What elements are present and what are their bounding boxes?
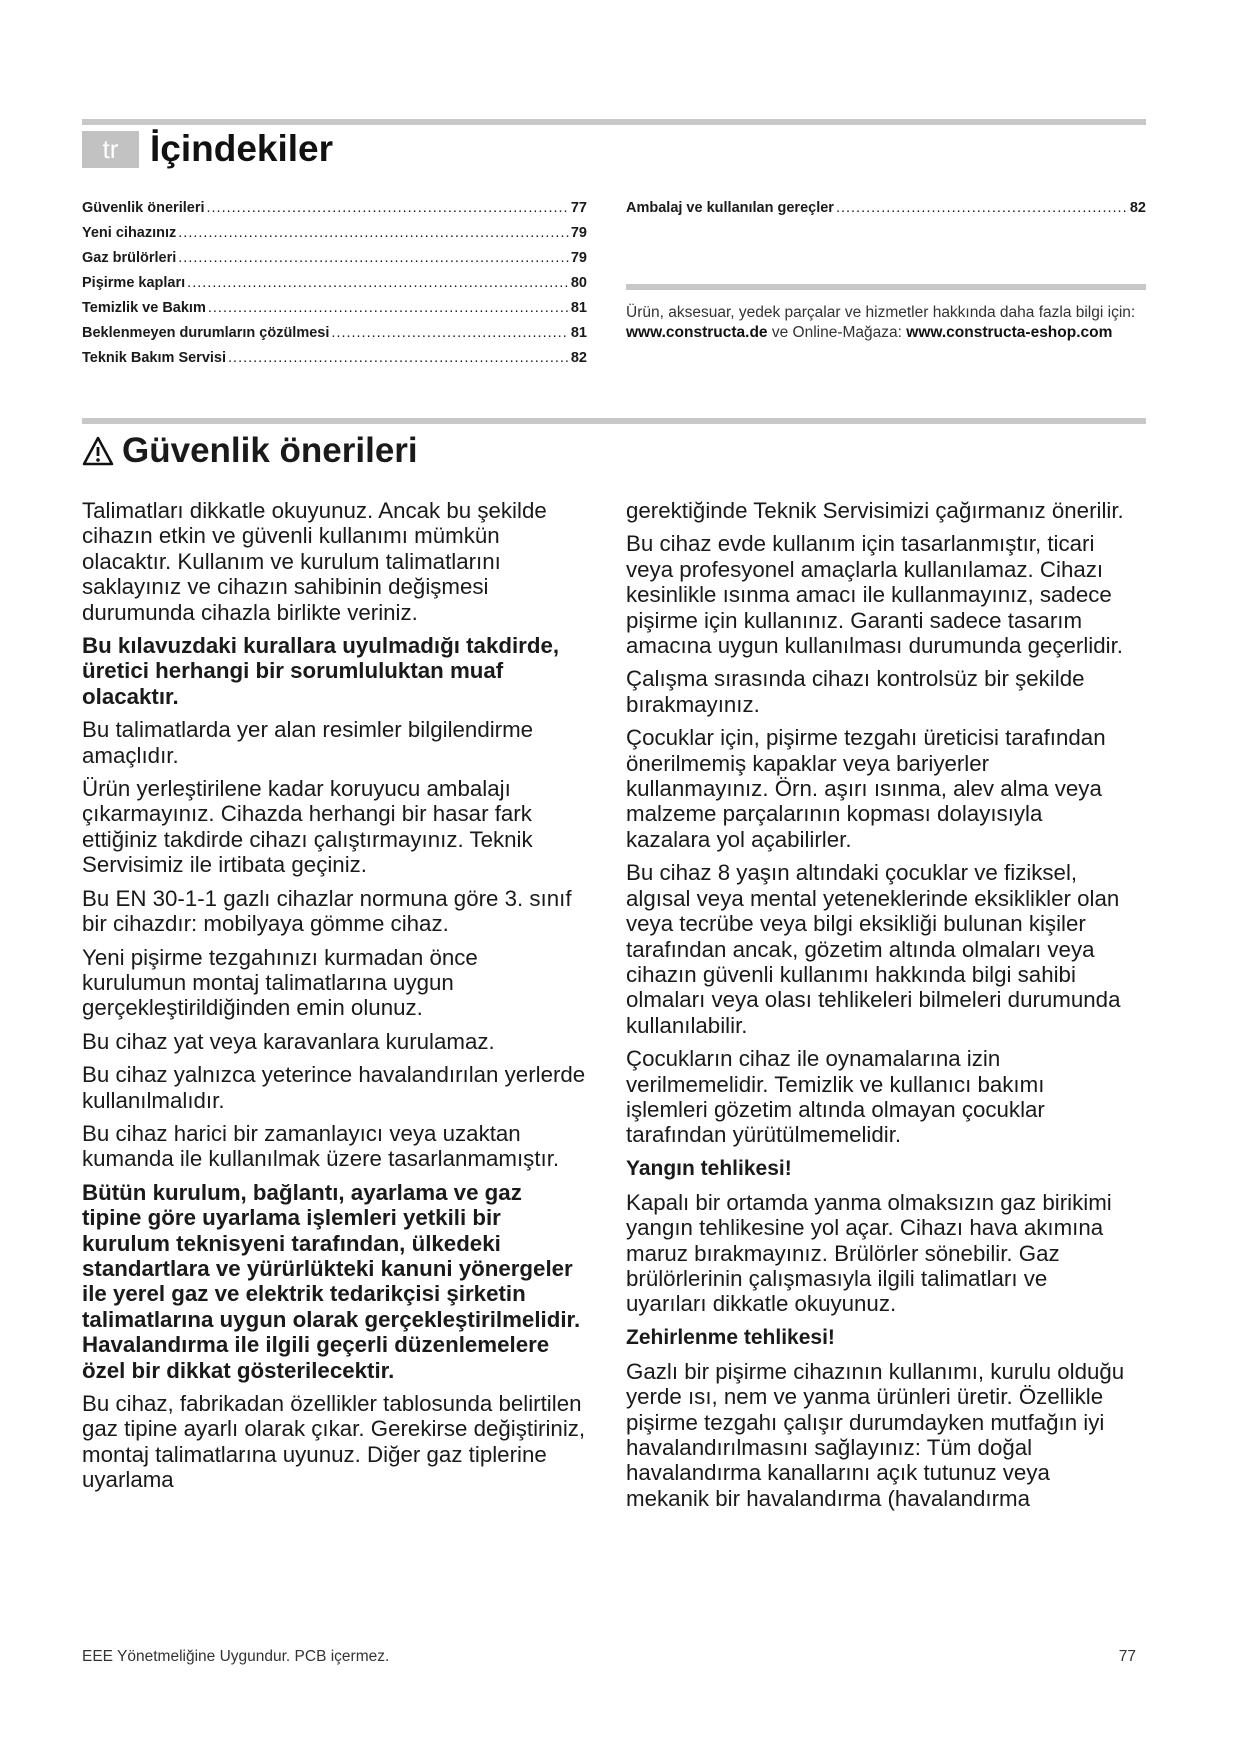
toc-left-list (82, 196, 587, 371)
paragraph: Çalışma sırasında cihazı kontrolsüz bir şekilde bırakmayınız. (626, 666, 1085, 717)
paragraph: Ürün yerleştirilene kadar koruyucu ambalajı çıkarmayınız. Cihazda herhangi bir hasar fark ettiğiniz takdirde cihazı çalıştırmayınız. Teknik Servisimiz ile irtibata geçiniz. (82, 776, 533, 878)
website-link[interactable]: www.constructa.de (626, 324, 768, 341)
paragraph: gerektiğinde Teknik Servisimizi çağırmanız önerilir. (626, 498, 1124, 523)
section-title (82, 428, 418, 474)
toc-entry[interactable] (82, 196, 587, 221)
toc-entry[interactable] (82, 271, 587, 296)
toc-entry-label: Teknik Bakım Servisi (82, 350, 227, 366)
paragraph: Talimatları dikkatle okuyunuz. Ancak bu şekilde cihazın etkin ve güvenli kullanımı mümkün olacaktır. Kullanım ve kurulum talimatlarını saklayınız ve cihazın sahibinin değişmesi durumunda cihazla birlikte veriniz. (82, 498, 547, 625)
paragraph: Bu cihaz harici bir zamanlayıcı veya uzaktan kumanda ile kullanılmak üzere tasarlanmamıştır. (82, 1120, 560, 1172)
top-divider (82, 119, 1146, 125)
right-column (626, 498, 1131, 1519)
toc-entry-page: 81 (570, 325, 587, 341)
paragraph: Çocuklar için, pişirme tezgahı üreticisi tarafından önerilmemiş kapaklar veya bariyerler kullanmayınız. Örn. aşırı ısınma, alev alma veya malzeme parçalarının kopması dolayısıyla kazalara yol açabilirler. (626, 725, 1106, 852)
paragraph-bold: Bütün kurulum, bağlantı, ayarlama ve gaz tipine göre uyarlama işlemleri yetkili bir kurulum teknisyeni tarafından, ülkedeki standartlara ve yürürlükteki kanuni yönergeler ile yerel gaz ve elektrik tedarikçisi şirketin talimatlarına uygun olarak gerçekleştirilmelidir. Havalandırma ile ilgili geçerli düzenlemelere özel bir dikkat gösterilecektir. (82, 1179, 581, 1383)
toc-right-list (626, 196, 1146, 221)
toc-entry-label: Temizlik ve Bakım (82, 300, 206, 316)
paragraph: Bu cihaz 8 yaşın altındaki çocuklar ve fiziksel, algısal veya mental yeteneklerinde eksiklikler olan veya tecrübe veya bilgi eksikliği bulunan kişiler tarafından ancak, gözetim altında olmaları veya cihazın güvenli kullanımı hakkında bilgi sahibi olmaları veya olası tehlikeleri bilmeleri durumunda kullanılabilir. (626, 860, 1121, 1038)
left-column (82, 498, 587, 1501)
paragraph: Bu cihaz yalnızca yeterince havalandırılan yerlerde kullanılmalıdır. (82, 1062, 586, 1113)
toc-entry[interactable] (82, 346, 587, 371)
language-badge: tr (82, 131, 139, 168)
footer-note: EEE Yönetmeliğine Uygundur. PCB içermez. (82, 1648, 390, 1665)
toc-entry-page: 82 (1129, 200, 1146, 216)
toc-entry-page: 81 (570, 300, 587, 316)
eshop-link[interactable]: www.constructa-eshop.com (906, 324, 1113, 341)
paragraph-bold: Bu kılavuzdaki kurallara uyulmadığı takdirde, üretici herhangi bir sorumluluktan muaf olacaktır. (82, 633, 560, 709)
paragraph: Kapalı bir ortamda yanma olmaksızın gaz birikimi yangın tehlikesine yol açar. Cihazı hava akımına maruz bırakmayınız. Brülörler sönebilir. Gaz brülörlerinin çalışmasıyla ilgili talimatları ve uyarıları dikkatle okuyunuz. (626, 1189, 1112, 1317)
paragraph: Gazlı bir pişirme cihazının kullanımı, kurulu olduğu yerde ısı, nem ve yanma ürünleri üretir. Özellikle pişirme tezgahı çalışır durumdayken mutfağın iyi havalandırılmasını sağlayınız: Tüm doğal havalandırma kanallarını açık tutunuz veya mekanik bir havalandırma (havalandırma (626, 1358, 1125, 1511)
toc-entry[interactable] (82, 246, 587, 271)
toc-entry-page: 77 (570, 200, 587, 216)
page-number: 77 (1118, 1648, 1136, 1665)
toc-entry-label: Güvenlik önerileri (82, 200, 205, 216)
toc-entry-label: Gaz brülörleri (82, 250, 177, 266)
paragraph: Bu EN 30-1-1 gazlı cihazlar normuna göre 3. sınıf bir cihazdır: mobilyaya gömme cihaz. (82, 885, 572, 937)
paragraph: Bu talimatlarda yer alan resimler bilgilendirme amaçlıdır. (82, 717, 534, 768)
toc-title: İçindekiler (150, 128, 334, 169)
toc-entry[interactable] (626, 196, 1146, 221)
toc-entry-label: Beklenmeyen durumların çözülmesi (82, 325, 330, 341)
paragraph: Çocukların cihaz ile oynamalarına izin verilmemelidir. Temizlik ve kullanıcı bakımı işlemleri gözetim altında olmayan çocuklar tarafından yürütülmemelidir. (626, 1046, 1045, 1148)
info-divider (626, 284, 1146, 290)
paragraph: Bu cihaz yat veya karavanlara kurulamaz. (82, 1028, 495, 1054)
toc-entry-page: 79 (570, 250, 587, 266)
toc-entry-page: 80 (570, 275, 587, 291)
warning-triangle-icon (82, 436, 114, 466)
toc-entry-label: Yeni cihazınız (82, 225, 177, 241)
toc-entry-page: 79 (570, 225, 587, 241)
subheading-poisoning-hazard: Zehirlenme tehlikesi! (626, 1325, 835, 1349)
toc-entry-page: 82 (570, 350, 587, 366)
toc-entry[interactable] (82, 221, 587, 246)
toc-entry[interactable] (82, 321, 587, 346)
toc-entry-label: Ambalaj ve kullanılan gereçler (626, 200, 834, 216)
info-note: Ürün, aksesuar, yedek parçalar ve hizmetler hakkında daha fazla bilgi için: www.constructa.de ve Online-Mağaza: www.constructa-eshop.com (626, 304, 1136, 341)
toc-entry-label: Pişirme kapları (82, 275, 186, 291)
paragraph: Bu cihaz evde kullanım için tasarlanmıştır, ticari veya profesyonel amaçlarla kullanılamaz. Cihazı kesinlikle ısınma amacı ile kullanmayınız, sadece pişirme için kullanınız. Garanti sadece tasarım amacına uygun kullanılması durumunda geçerlidir. (626, 531, 1123, 659)
paragraph: Yeni pişirme tezgahınızı kurmadan önce kurulumun montaj talimatlarına uygun gerçekleştirildiğinden emin olunuz. (82, 944, 478, 1021)
paragraph: Bu cihaz, fabrikadan özellikler tablosunda belirtilen gaz tipine ayarlı olarak çıkar. Gerekirse değiştiriniz, montaj talimatlarına uyunuz. Diğer gaz tiplerine uyarlama (82, 1391, 586, 1493)
section-title-text: Güvenlik önerileri (122, 431, 418, 470)
subheading-fire-hazard: Yangın tehlikesi! (626, 1156, 792, 1180)
toc-entry[interactable] (82, 296, 587, 321)
section-divider (82, 418, 1146, 424)
